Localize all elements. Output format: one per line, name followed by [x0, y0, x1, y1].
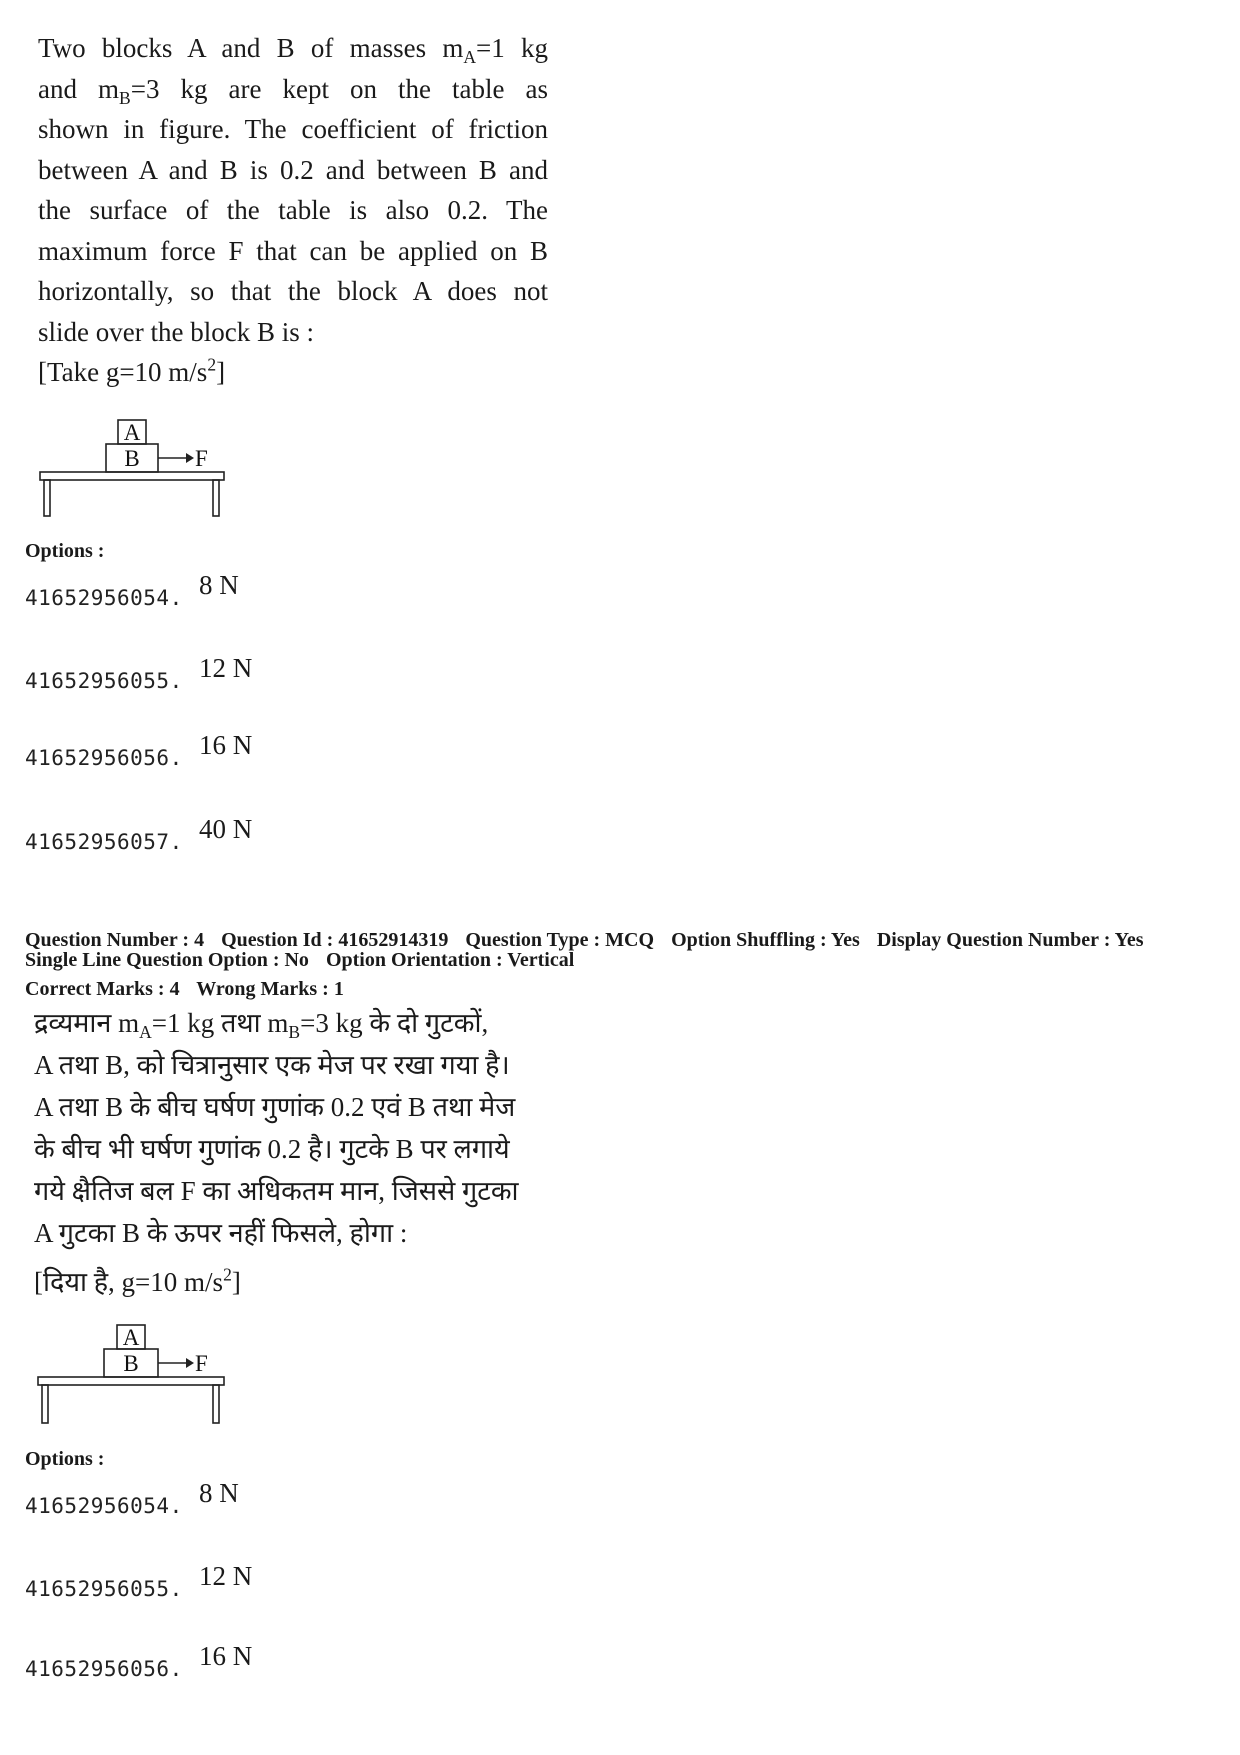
block-b-label: B [123, 1351, 139, 1376]
option-id: 41652956055. [25, 669, 183, 693]
question-text-english [38, 28, 548, 352]
question-line: the surface of the table is also 0.2. The [38, 195, 548, 225]
question-marks-line [25, 979, 1225, 999]
option-value: 12 N [199, 653, 253, 683]
question-id: Question Id : 41652914319 [221, 929, 449, 951]
table-leg-right [213, 480, 219, 516]
table-top [40, 472, 224, 480]
force-label: F [195, 446, 208, 471]
question-line: Two blocks A and B of masses $m_A=1$ kg [38, 33, 548, 68]
question-line: shown in figure. The coefficient of friction [38, 114, 548, 144]
option-value: 12 N [199, 1561, 253, 1591]
block-b-label: B [124, 446, 140, 471]
question-line: गये क्षैतिज बल F का अधिकतम मान, जिससे गुटका [34, 1176, 519, 1206]
blocks-diagram [38, 418, 228, 520]
block-a-label: A [123, 420, 141, 445]
option-id: 41652956054. [25, 586, 183, 610]
arrow-head-icon [186, 1358, 194, 1368]
table-top [38, 1377, 224, 1385]
option-value: 16 N [199, 1641, 253, 1671]
question-line: A गुटका B के ऊपर नहीं फिसले, होगा : [34, 1218, 408, 1248]
blocks-on-table-figure [36, 1323, 228, 1432]
question-text-hindi [34, 1002, 564, 1254]
question-line: slide over the block B is : [38, 316, 314, 347]
wrong-marks: Wrong Marks : 1 [196, 978, 344, 1000]
correct-marks: Correct Marks : 4 [25, 978, 180, 1000]
option-value: 40 N [199, 814, 253, 844]
question-line: के बीच भी घर्षण गुणांक 0.2 है। गुटके B पर लगाये [34, 1134, 510, 1164]
question-line: A तथा B, को चित्रानुसार एक मेज पर रखा गया है। [34, 1050, 510, 1080]
option-value: 8 N [199, 570, 239, 600]
option-id: 41652956056. [25, 1657, 183, 1681]
option-id: 41652956054. [25, 1494, 183, 1518]
option-value: 16 N [199, 730, 253, 760]
question-type: Question Type : MCQ [465, 929, 655, 951]
options-label: Options : [25, 540, 105, 562]
question-meta-line [25, 950, 1225, 970]
option-id: 41652956056. [25, 746, 183, 770]
block-a-label: A [122, 1325, 140, 1350]
arrow-head-icon [186, 453, 194, 463]
table-leg-left [42, 1385, 48, 1423]
question-line: द्रव्यमान $m_A=1$ kg तथा $m_B=3$ kg के दो गुटकों, [34, 1008, 489, 1043]
question-line: between A and B is 0.2 and between B and [38, 154, 548, 185]
question-meta-line [25, 930, 1225, 950]
force-label: F [195, 1351, 208, 1376]
option-id: 41652956055. [25, 1577, 183, 1601]
given-g-note: [दिया है, g=10 $m/s^2$] [34, 1264, 241, 1297]
single-line-option: Single Line Question Option : No [25, 949, 309, 971]
question-line: and $m_B=3$ kg are kept on the table as [38, 73, 548, 108]
given-g-note: [Take g=10 $m/s^2$] [38, 354, 226, 387]
question-line: horizontally, so that the block A does not [38, 276, 548, 306]
option-orientation: Option Orientation : Vertical [325, 949, 575, 971]
display-question-number: Display Question Number : Yes [876, 929, 1144, 951]
blocks-on-table-figure [38, 418, 228, 525]
options-label: Options : [25, 1448, 105, 1470]
question-line: maximum force F that can be applied on B [38, 235, 548, 266]
table-leg-right [213, 1385, 219, 1423]
table-leg-left [44, 480, 50, 516]
option-shuffling: Option Shuffling : Yes [671, 929, 860, 951]
option-value: 8 N [199, 1478, 239, 1508]
blocks-diagram [36, 1323, 228, 1427]
question-number: Question Number : 4 [25, 929, 205, 951]
option-id: 41652956057. [25, 830, 183, 854]
question-line: A तथा B के बीच घर्षण गुणांक 0.2 एवं B तथा मेज [34, 1092, 516, 1122]
